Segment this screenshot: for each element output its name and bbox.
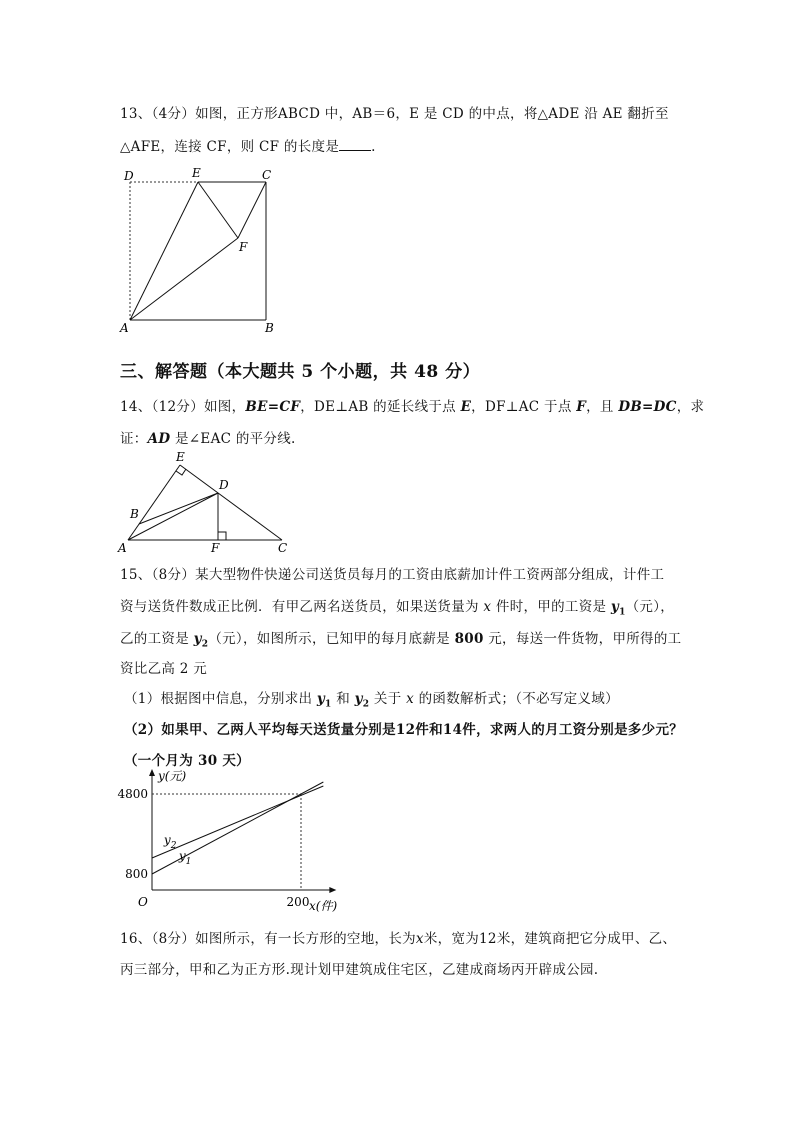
q15-l2-c: 件时，甲的工资是 (491, 599, 611, 615)
label-D: D (124, 169, 134, 183)
label-F: F (211, 541, 220, 555)
q14-l2-a: 证： (120, 431, 148, 447)
origin-label: O (138, 895, 148, 909)
q15-l2-a: 资与送货件数成正比例．有甲乙两名送货员，如果送货量为 (120, 599, 484, 615)
q14-l1-i: ，求 (676, 399, 705, 415)
q15-s1-h: x (406, 691, 415, 707)
segment-EF (198, 182, 238, 238)
q15-s1-b: y (316, 691, 326, 707)
q15-l3-d: （元），如图所示，已知甲的每月底薪是 (208, 631, 455, 647)
label-E: E (176, 450, 185, 464)
label-B: B (130, 507, 139, 521)
segment-FC (238, 182, 266, 238)
right-angle-F (218, 532, 226, 540)
segment-AF (130, 238, 238, 320)
q15-s1-c: 1 (325, 699, 332, 710)
segment-BD (139, 493, 218, 524)
q15-sub3: （一个月为 30 天） (124, 753, 250, 769)
y-tick-label-800: 800 (125, 867, 148, 881)
q15-l2-b: x (483, 599, 492, 615)
answer-blank (339, 139, 371, 151)
label-A: A (120, 321, 129, 335)
series-y2-label (163, 833, 177, 851)
q15-sub2: （2）如果甲、乙两人平均每天送货量分别是12件和14件，求两人的月工资分别是多少元？ (124, 722, 684, 738)
q13-line2 (120, 135, 376, 155)
segment-AD (128, 493, 218, 540)
q16-l1-a: 16、（8分）如图所示，有一长方形的空地，长为 (120, 931, 416, 947)
q15-l3-a: 乙的工资是 (120, 631, 194, 647)
q15-sub1 (124, 687, 619, 710)
section-title: 三、解答题（本大题共 5 个小题，共 48 分） (120, 362, 481, 382)
q14-l1-g: ，且 (586, 399, 619, 415)
q14-l1-c: ，DE⊥AB 的延长线于点 (300, 399, 461, 415)
series-y2-sub: 2 (170, 841, 177, 851)
q16-l1-b: x (415, 931, 424, 947)
q15-l2-f: （元）， (625, 599, 675, 615)
q15-s1-a: （1）根据图中信息，分别求出 (124, 691, 317, 707)
series-y1-sub: 1 (185, 857, 192, 867)
q13-line2-end: . (371, 139, 376, 155)
q15-line2 (120, 595, 674, 618)
q14-l1-d: E (460, 399, 472, 415)
right-angle-E (176, 469, 186, 475)
x-axis-arrow (329, 887, 336, 893)
series-y2-line (152, 786, 323, 858)
segment-AE (128, 465, 180, 540)
label-E: E (192, 166, 201, 180)
q14-line1 (120, 395, 704, 415)
q15-s1-i: 的函数解析式；（不必写定义域） (414, 691, 619, 707)
q15-line3 (120, 627, 681, 650)
q14-l1-h: DB=DC (618, 399, 677, 415)
y-tick-label-4800: 4800 (117, 787, 148, 801)
q15-l3-e: 800 (454, 631, 484, 647)
q15-s1-g: 关于 (369, 691, 407, 707)
q15-l3-b: y (193, 631, 202, 647)
q16-line2: 丙三部分，甲和乙为正方形.现计划甲建筑成住宅区，乙建成商场丙开辟成公园. (120, 962, 599, 978)
y-axis-label: y(元) (158, 769, 187, 783)
q14-l1-f: F (576, 399, 587, 415)
x-tick-label-200: 200 (286, 895, 310, 909)
q14-l2-c: 是∠EAC 的平分线. (170, 431, 296, 447)
q15-l3-f: 元，每送一件货物，甲所得的工 (483, 631, 682, 647)
q15-line4: 资比乙高 2 元 (120, 661, 208, 677)
series-y1-line (152, 782, 323, 874)
q13-line1: 13、（4分）如图，正方形ABCD 中，AB＝6，E 是 CD 的中点，将△ADE 沿 AE 翻折至 (120, 106, 669, 122)
series-y2-name: y (163, 833, 171, 847)
q15-line-chart (112, 766, 338, 916)
q15-l2-d: y (610, 599, 620, 615)
q14-l1-b: BE=CF (245, 399, 301, 415)
q14-triangle-figure (112, 448, 297, 556)
q13-square-figure (112, 160, 287, 340)
q15-s1-d: 和 (331, 691, 355, 707)
segment-AE (130, 182, 198, 320)
q16-l1-c: 米，宽为12米，建筑商把它分成甲、乙、 (423, 931, 677, 947)
label-D: D (219, 478, 229, 492)
q15-s1-e: y (354, 691, 363, 707)
q15-s1-f: 2 (362, 699, 370, 710)
label-F: F (239, 240, 248, 254)
segment-EC (180, 465, 282, 540)
y-axis-arrow (149, 769, 155, 776)
label-A: A (118, 541, 127, 555)
x-axis-label: x(件) (309, 899, 338, 913)
q15-l3-c: 2 (201, 639, 209, 650)
series-y1-name: y (178, 849, 186, 863)
label-B: B (265, 321, 274, 335)
q14-l1-a: 14、（12分）如图， (120, 399, 246, 415)
q15-l2-e: 1 (619, 607, 626, 618)
label-C: C (278, 541, 288, 555)
q14-line2 (120, 427, 296, 447)
q15-line1: 15、（8分）某大型物件快递公司送货员每月的工资由底薪加计件工资两部分组成，计件工 (120, 567, 665, 583)
q14-l2-b: AD (147, 431, 171, 447)
q13-line2-text: △AFE，连接 CF，则 CF 的长度是 (120, 139, 340, 155)
q14-l1-e: ，DF⊥AC 于点 (471, 399, 577, 415)
label-C: C (262, 168, 272, 182)
series-y1-label (178, 849, 192, 867)
q16-line1 (120, 927, 676, 947)
